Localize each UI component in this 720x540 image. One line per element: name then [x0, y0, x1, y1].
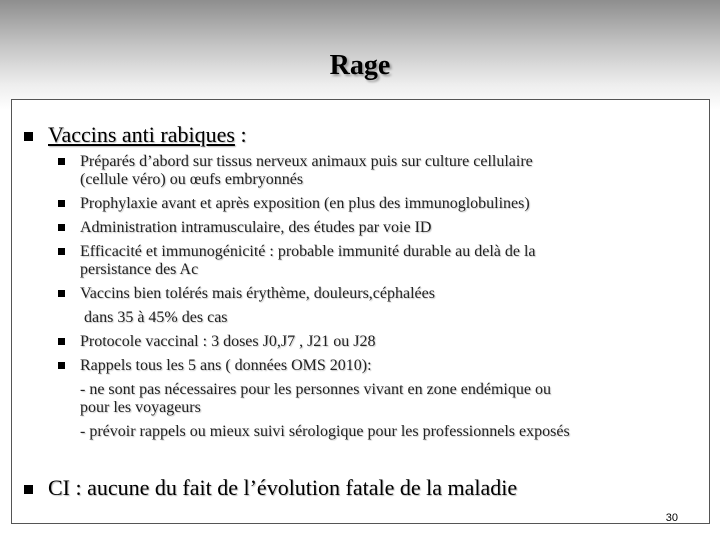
list-item-ci — [48, 475, 517, 501]
sub-list-item-line: Vaccins bien tolérés mais érythème, douleurs,céphalées — [80, 285, 435, 302]
sub-list-item — [56, 333, 696, 351]
square-bullet-icon — [58, 158, 65, 165]
sub-list-item-line: Efficacité et immunogénicité : probable immunité durable au delà de la — [80, 243, 536, 260]
sub-list-item-line: Rappels tous les 5 ans ( données OMS 2010): — [80, 357, 372, 374]
sub-list-continuation: dans 35 à 45% des cas — [80, 309, 228, 326]
sub-list-item-line: (cellule véro) ou œufs embryonnés — [80, 171, 304, 188]
square-bullet-icon — [24, 485, 33, 494]
square-bullet-icon — [58, 248, 65, 255]
sub-list-continuation: - ne sont pas nécessaires pour les personnes vivant en zone endémique ou — [80, 381, 551, 398]
sub-list-item-line: Préparés d’abord sur tissus nerveux animaux puis sur culture cellulaire — [80, 153, 533, 170]
sub-list-continuation: - prévoir rappels ou mieux suivi sérologique pour les professionnels exposés — [80, 423, 570, 440]
list-item-label: CI : aucune du fait de l’évolution fatale de la maladie — [48, 475, 518, 500]
sub-list-item-line: persistance des Ac — [80, 261, 199, 278]
square-bullet-icon — [58, 290, 65, 297]
square-bullet-icon — [58, 362, 65, 369]
sub-list-continuation: pour les voyageurs — [80, 399, 201, 416]
sub-list-item — [56, 195, 696, 213]
slide-title: Rage — [329, 50, 391, 81]
square-bullet-icon — [24, 132, 33, 141]
list-item-label: Vaccins anti rabiques — [48, 122, 235, 147]
vaccins-sublist — [56, 153, 696, 441]
square-bullet-icon — [58, 224, 65, 231]
sub-list-item-line: Prophylaxie avant et après exposition (en plus des immunoglobulines) — [80, 195, 530, 212]
square-bullet-icon — [58, 338, 65, 345]
sub-list-item — [56, 219, 696, 237]
sub-list-item-line: Administration intramusculaire, des études par voie ID — [80, 219, 432, 236]
square-bullet-icon — [58, 200, 65, 207]
page-number: 30 — [665, 512, 678, 524]
sub-list-item-line: Protocole vaccinal : 3 doses J0,J7 , J21 ou J28 — [80, 333, 376, 350]
list-item-label-suffix: : — [234, 122, 247, 147]
sub-list-item — [56, 357, 696, 375]
sub-list-item — [56, 285, 696, 303]
sub-list-item — [56, 153, 696, 189]
sub-list-item — [56, 243, 696, 279]
list-item-vaccins — [48, 122, 247, 148]
